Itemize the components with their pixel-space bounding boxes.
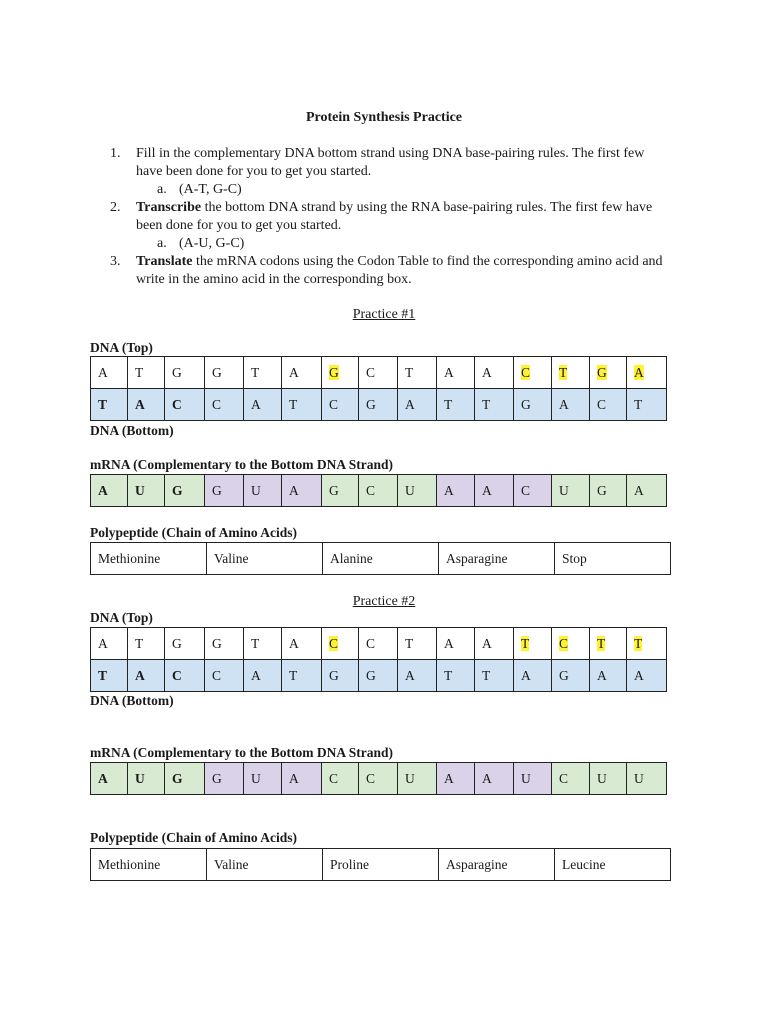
base-cell: G: [205, 628, 244, 660]
base-cell: T: [128, 628, 165, 660]
base-cell: A: [128, 389, 165, 421]
subitem-text: (A-T, G-C): [179, 182, 242, 197]
base-cell: A: [244, 389, 282, 421]
base-cell: [627, 628, 667, 660]
highlighted-base: T: [521, 635, 530, 651]
p1-mrna-table: [90, 474, 667, 507]
base-cell: A: [475, 763, 514, 795]
base-cell: A: [282, 763, 322, 795]
practice-1-heading: Practice #1: [352, 307, 416, 322]
p2-polypeptide-table: [90, 848, 671, 881]
base-cell: C: [322, 389, 359, 421]
base-cell: A: [244, 660, 282, 692]
base-cell: A: [627, 660, 667, 692]
base-cell: U: [514, 763, 552, 795]
base-cell: G: [205, 475, 244, 507]
base-cell: U: [590, 763, 627, 795]
base-cell: U: [398, 475, 437, 507]
base-cell: G: [165, 475, 205, 507]
base-cell: T: [437, 660, 475, 692]
p2-polypeptide-row: [91, 849, 671, 881]
base-cell: A: [437, 628, 475, 660]
amino-acid-cell: Methionine: [91, 543, 207, 575]
practice-2-heading: Practice #2: [352, 594, 416, 609]
p1-polypeptide-label: Polypeptide (Chain of Amino Acids): [90, 525, 298, 540]
p1-mrna-row: [91, 475, 667, 507]
p1-mrna-label: mRNA (Complementary to the Bottom DNA Strand): [90, 457, 393, 472]
highlighted-base: T: [559, 364, 568, 380]
highlighted-base: G: [597, 364, 607, 380]
p1-dna-table: [90, 356, 667, 421]
base-cell: C: [165, 389, 205, 421]
base-cell: C: [322, 763, 359, 795]
base-cell: U: [398, 763, 437, 795]
highlighted-base: C: [521, 364, 531, 380]
base-cell: G: [322, 475, 359, 507]
base-cell: C: [359, 357, 398, 389]
base-cell: T: [91, 389, 128, 421]
base-cell: G: [205, 357, 244, 389]
base-cell: A: [91, 357, 128, 389]
p1-dna-top-row: [91, 357, 667, 389]
p2-polypeptide-label: Polypeptide (Chain of Amino Acids): [90, 830, 298, 845]
base-cell: A: [437, 475, 475, 507]
base-cell: G: [590, 475, 627, 507]
instruction-subitem: [110, 181, 670, 199]
base-cell: G: [514, 389, 552, 421]
highlighted-base: T: [634, 635, 643, 651]
base-cell: [552, 357, 590, 389]
p1-polypeptide-table: [90, 542, 671, 575]
base-cell: C: [165, 660, 205, 692]
base-cell: A: [437, 763, 475, 795]
instruction-text: [136, 199, 670, 235]
base-cell: C: [590, 389, 627, 421]
base-cell: A: [398, 660, 437, 692]
base-cell: T: [398, 628, 437, 660]
base-cell: A: [398, 389, 437, 421]
amino-acid-cell: Leucine: [555, 849, 671, 881]
base-cell: U: [128, 475, 165, 507]
base-cell: [514, 628, 552, 660]
amino-acid-cell: Alanine: [323, 543, 439, 575]
base-cell: [627, 357, 667, 389]
base-cell: A: [627, 475, 667, 507]
amino-acid-cell: Valine: [207, 849, 323, 881]
base-cell: A: [590, 660, 627, 692]
base-cell: T: [627, 389, 667, 421]
base-cell: T: [437, 389, 475, 421]
base-cell: U: [552, 475, 590, 507]
base-cell: A: [475, 475, 514, 507]
instruction-number: 1.: [110, 146, 121, 161]
instruction-keyword: Transcribe: [136, 200, 202, 215]
base-cell: G: [552, 660, 590, 692]
highlighted-base: G: [329, 364, 339, 380]
instruction-text: [136, 145, 670, 181]
base-cell: [590, 628, 627, 660]
amino-acid-cell: Asparagine: [439, 849, 555, 881]
instruction-text-part: the bottom DNA strand by using the RNA base-pairing rules. The first few have been done for you to get you started.: [136, 200, 653, 233]
instruction-text-part: Fill in the complementary DNA bottom strand using DNA base-pairing rules. The first few have been done for you to get you started.: [136, 146, 645, 179]
p2-dna-bottom-row: [91, 660, 667, 692]
base-cell: G: [322, 660, 359, 692]
instruction-item: [110, 253, 670, 289]
base-cell: [590, 357, 627, 389]
base-cell: T: [475, 389, 514, 421]
base-cell: A: [128, 660, 165, 692]
base-cell: C: [359, 763, 398, 795]
base-cell: U: [244, 763, 282, 795]
amino-acid-cell: Proline: [323, 849, 439, 881]
base-cell: A: [514, 660, 552, 692]
instruction-item: [110, 199, 670, 235]
p2-dna-bottom-label: DNA (Bottom): [90, 693, 174, 708]
instruction-subitem: [110, 235, 670, 253]
amino-acid-cell: Stop: [555, 543, 671, 575]
instruction-text-part: the mRNA codons using the Codon Table to find the corresponding amino acid and write in the amino acid in the corresponding box.: [136, 254, 663, 287]
p2-mrna-row: [91, 763, 667, 795]
base-cell: A: [282, 475, 322, 507]
base-cell: T: [91, 660, 128, 692]
base-cell: C: [514, 475, 552, 507]
base-cell: A: [91, 763, 128, 795]
base-cell: C: [552, 763, 590, 795]
page-title: Protein Synthesis Practice: [305, 110, 463, 125]
base-cell: T: [475, 660, 514, 692]
base-cell: [552, 628, 590, 660]
base-cell: A: [91, 628, 128, 660]
base-cell: A: [282, 357, 322, 389]
base-cell: T: [244, 628, 282, 660]
base-cell: G: [165, 628, 205, 660]
base-cell: T: [282, 389, 322, 421]
p2-mrna-label: mRNA (Complementary to the Bottom DNA Strand): [90, 745, 393, 760]
amino-acid-cell: Valine: [207, 543, 323, 575]
base-cell: A: [552, 389, 590, 421]
base-cell: T: [282, 660, 322, 692]
base-cell: [322, 357, 359, 389]
base-cell: C: [205, 389, 244, 421]
base-cell: T: [244, 357, 282, 389]
highlighted-base: T: [597, 635, 606, 651]
base-cell: T: [398, 357, 437, 389]
amino-acid-cell: Methionine: [91, 849, 207, 881]
base-cell: [322, 628, 359, 660]
base-cell: A: [475, 628, 514, 660]
subitem-letter: a.: [157, 182, 167, 197]
base-cell: G: [205, 763, 244, 795]
base-cell: A: [475, 357, 514, 389]
base-cell: A: [437, 357, 475, 389]
base-cell: U: [128, 763, 165, 795]
subitem-letter: a.: [157, 236, 167, 251]
base-cell: A: [91, 475, 128, 507]
p1-dna-bottom-label: DNA (Bottom): [90, 423, 174, 438]
base-cell: C: [205, 660, 244, 692]
amino-acid-cell: Asparagine: [439, 543, 555, 575]
p1-polypeptide-row: [91, 543, 671, 575]
base-cell: G: [359, 389, 398, 421]
p2-dna-table: [90, 627, 667, 692]
base-cell: A: [282, 628, 322, 660]
instruction-text: [136, 253, 670, 289]
base-cell: G: [359, 660, 398, 692]
base-cell: C: [359, 628, 398, 660]
highlighted-base: C: [559, 635, 569, 651]
base-cell: G: [165, 763, 205, 795]
instruction-number: 2.: [110, 200, 121, 215]
p1-dna-top-label: DNA (Top): [90, 340, 153, 355]
instruction-item: [110, 145, 670, 181]
highlighted-base: A: [634, 364, 644, 380]
p2-dna-top-label: DNA (Top): [90, 610, 153, 625]
instruction-number: 3.: [110, 254, 121, 269]
base-cell: [514, 357, 552, 389]
highlighted-base: C: [329, 635, 339, 651]
p2-dna-top-row: [91, 628, 667, 660]
base-cell: T: [128, 357, 165, 389]
base-cell: G: [165, 357, 205, 389]
instructions-list: [110, 145, 670, 289]
instruction-keyword: Translate: [136, 254, 193, 269]
base-cell: U: [627, 763, 667, 795]
p1-dna-bottom-row: [91, 389, 667, 421]
base-cell: U: [244, 475, 282, 507]
subitem-text: (A-U, G-C): [179, 236, 245, 251]
base-cell: C: [359, 475, 398, 507]
p2-mrna-table: [90, 762, 667, 795]
